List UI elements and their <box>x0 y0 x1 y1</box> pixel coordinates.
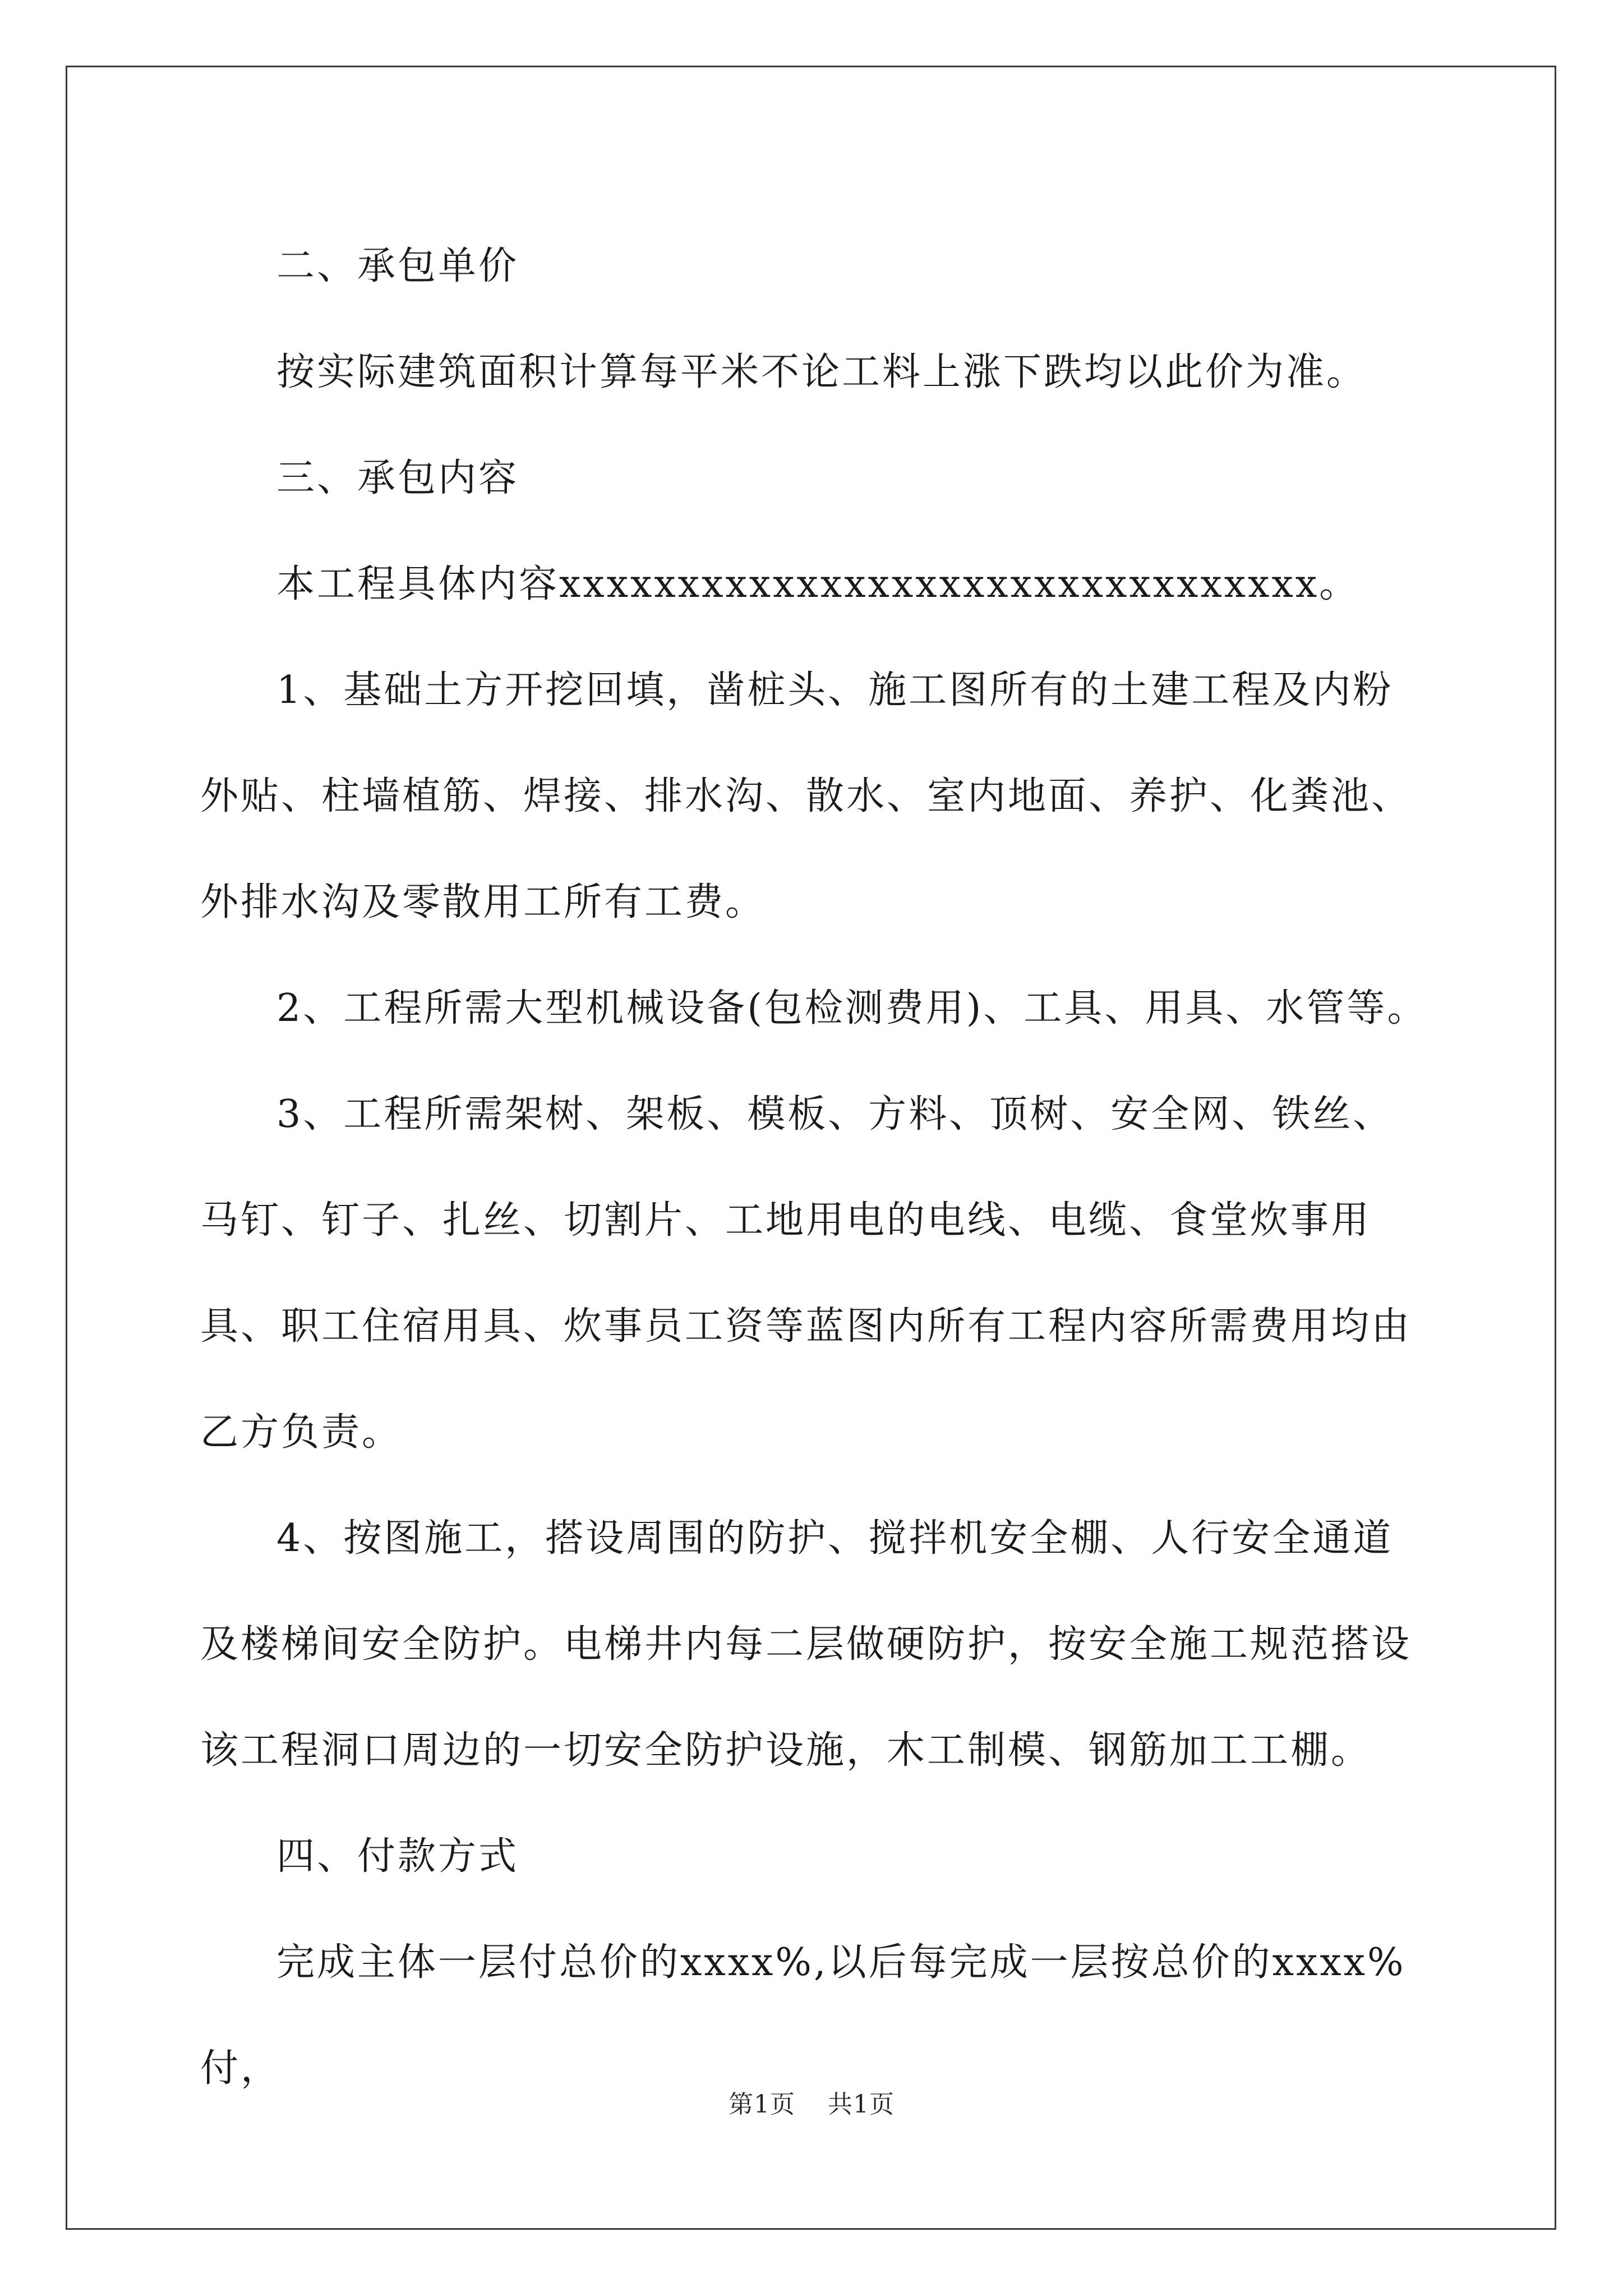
section-heading-payment: 四、付款方式 <box>276 1834 519 1879</box>
paragraph-scope-intro: 本工程具体内容xxxxxxxxxxxxxxxxxxxxxxxxxxxxxxxx。 <box>276 562 1360 606</box>
section-heading-scope: 三、承包内容 <box>276 456 519 500</box>
paragraph-payment: 完成主体一层付总价的xxxx%,以后每完成一层按总价的xxxx%付， <box>200 1940 1406 2091</box>
paragraph-scope-item-2: 2、工程所需大型机械设备(包检测费用)、工具、用具、水管等。 <box>276 986 1428 1030</box>
page-total: 共1页 <box>828 2090 895 2119</box>
page-footer <box>0 2084 1623 2120</box>
section-heading-unit-price: 二、承包单价 <box>276 244 519 288</box>
paragraph-scope-item-3: 3、工程所需架树、架板、模板、方料、顶树、安全网、铁丝、马钉、钉子、扎丝、切割片、工地用电的电线、电缆、食堂炊事用具、职工住宿用具、炊事员工资等蓝图内所有工程内容所需费用均由乙方负责。 <box>200 1092 1412 1455</box>
document-body <box>200 213 1428 2122</box>
paragraph-unit-price: 按实际建筑面积计算每平米不论工料上涨下跌均以此价为准。 <box>276 350 1367 394</box>
paragraph-scope-item-4: 4、按图施工，搭设周围的防护、搅拌机安全棚、人行安全通道及楼梯间安全防护。电梯井内每二层做硬防护，按安全施工规范搭设该工程洞口周边的一切安全防护设施，木工制模、钢筋加工工棚。 <box>200 1516 1412 1773</box>
paragraph-scope-item-1: 1、基础土方开挖回填，凿桩头、施工图所有的土建工程及内粉外贴、柱墙植筋、焊接、排水沟、散水、室内地面、养护、化粪池、外排水沟及零散用工所有工费。 <box>200 668 1412 924</box>
page-number: 第1页 <box>728 2090 795 2119</box>
